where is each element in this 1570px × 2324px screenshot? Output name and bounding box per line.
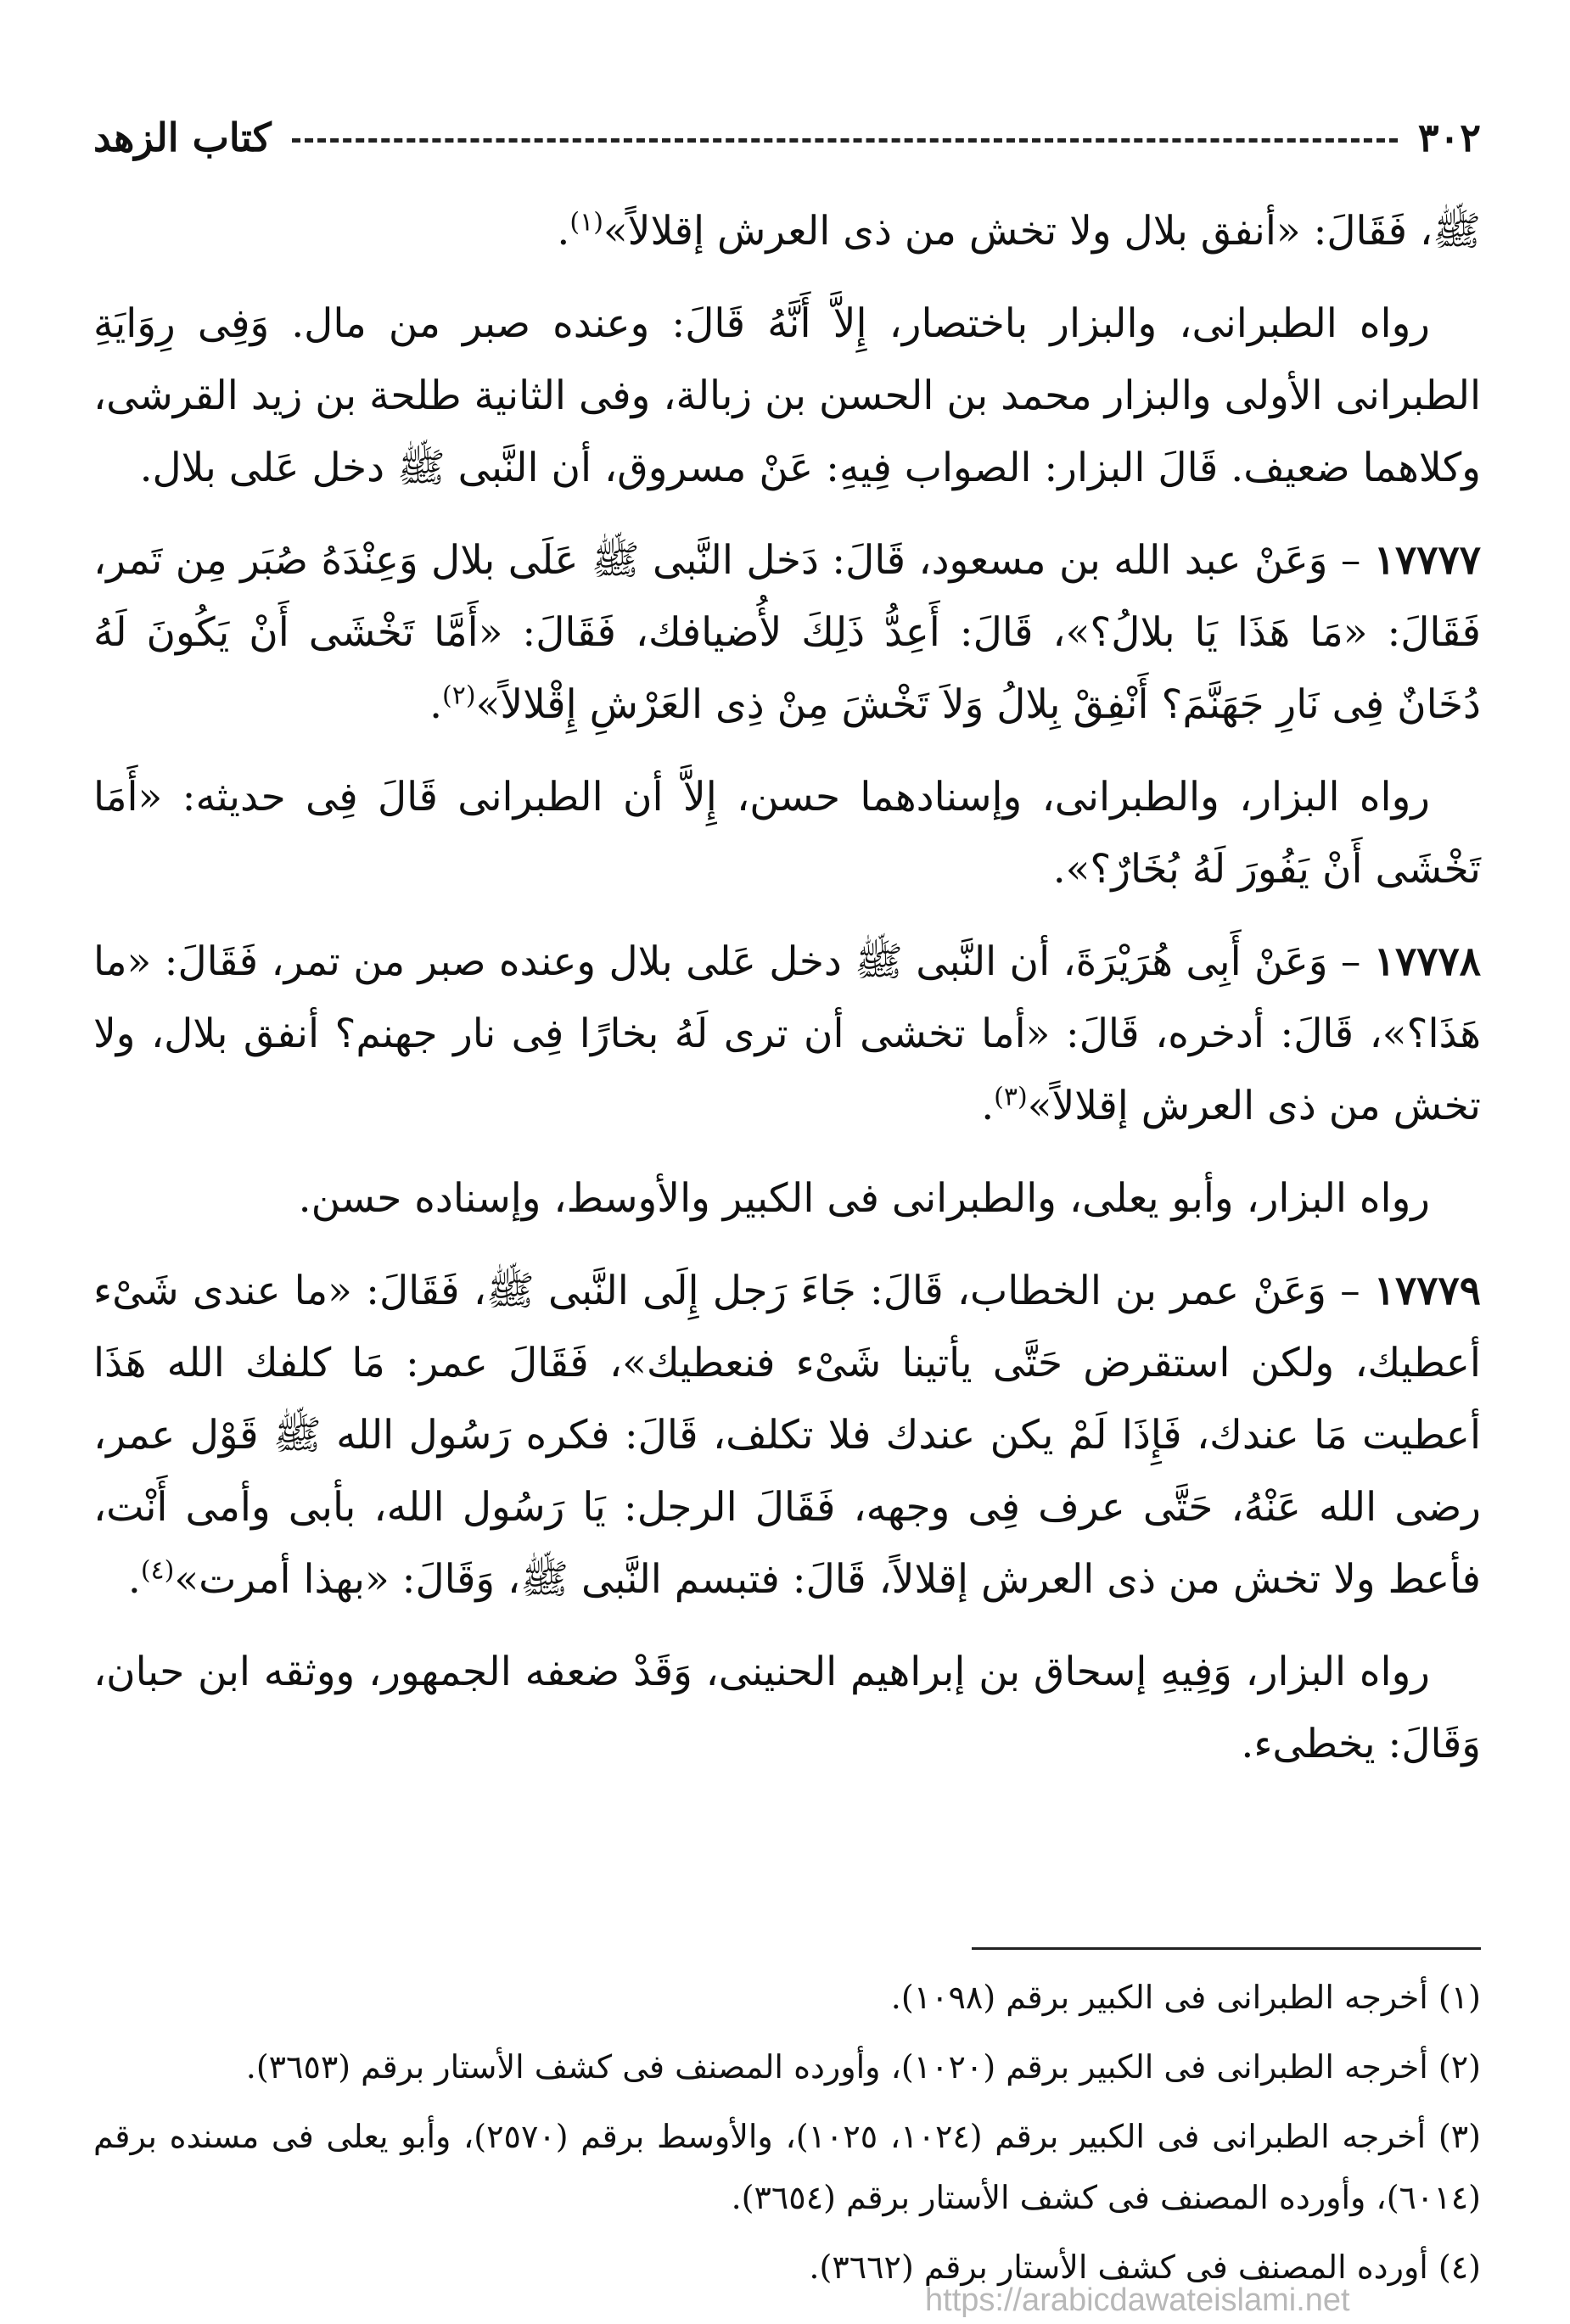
commentary-paragraph: رواه الطبرانى، والبزار باختصار، إِلاَّ أَنَّهُ قَالَ: وعنده صبر من مال. وَفِى رِوَايَةِ الطبرانى الأولى والبزار محمد بن الحسن بن زبالة، وفى الثانية طلحة بن زيد القرشى، وكلاهما ضعيف. قَالَ البزار: الصواب فِيهِ: عَنْ مسروق، أن النَّبى ﷺ دخل عَلى بلال.: [93, 300, 1481, 491]
hadith-number: ١٧٧٧٧: [1373, 537, 1481, 584]
commentary-paragraph: رواه البزار، والطبرانى، وإسنادهما حسن، إِلاَّ أن الطبرانى قَالَ فِى حديثه: «أَمَا تَخْشَى أَنْ يَفُورَ لَهُ بُخَارٌ؟».: [93, 774, 1481, 893]
paragraph-1: ﷺ، فَقَالَ: «أنفق بلال ولا تخش من ذى العرش إقلالاً»$^{(١)}$.: [557, 207, 1481, 255]
footnotes: [93, 1967, 1481, 2306]
footnote-separator: [972, 1947, 1481, 1950]
hadith-number: ١٧٧٧٩: [1373, 1268, 1481, 1314]
footnote-ref-2: (٢): [442, 680, 476, 711]
hadith-17779: ١٧٧٧٩ – وَعَنْ عمر بن الخطاب، قَالَ: جَاءَ رَجل إِلَى النَّبى ﷺ، فَقَالَ: «ما عندى شَىْء أعطيك، ولكن استقرض حَتَّى يأتينا شَىْء فنعطيك»، فَقَالَ عمر: مَا كلفك الله هَذَا أعطيت مَا عندك، فَإِذَا لَمْ يكن عندك فلا تكلف، قَالَ: فكره رَسُول الله ﷺ قَوْل عمر، رضى الله عَنْهُ، حَتَّى عرف فِى وجهه، فَقَالَ الرجل: يَا رَسُول الله، بأبى وأمى أَنْت، فأعط ولا تخش من ذى العرش إقلالاً، قَالَ: فتبسم النَّبى ﷺ، وَقَالَ: «بهذا أمرت»$^{(٤)}$.: [93, 1268, 1481, 1603]
footnote-3: (٣) أخرجه الطبرانى فى الكبير برقم (١٠٢٤، ١٠٢٥)، والأوسط برقم (٢٥٧٠)، وأبو يعلى فى مسنده برقم (٦٠١٤)، وأورده المصنف فى كشف الأستار برقم (٣٦٥٤).: [93, 2118, 1481, 2216]
page-number: ٣٠٢: [1417, 115, 1481, 160]
header-divider: [292, 138, 1398, 143]
hadith-17778: ١٧٧٧٨ – وَعَنْ أَبِى هُرَيْرَةَ، أن النَّبى ﷺ دخل عَلى بلال وعنده صبر من تمر، فَقَالَ: «ما هَذَا؟»، قَالَ: أدخره، قَالَ: «أما تخشى أن ترى لَهُ بخارًا فِى نار جهنم؟ أنفق بلال، ولا تخش من ذى العرش إقلالاً»$^{(٣)}$.: [93, 938, 1481, 1129]
footnote-ref-4: (٤): [140, 1555, 175, 1586]
commentary-paragraph: رواه البزار، وأبو يعلى، والطبرانى فى الكبير والأوسط، وإسناده حسن.: [298, 1175, 1430, 1222]
footnote-ref-3: (٣): [994, 1082, 1028, 1112]
commentary-paragraph: رواه البزار، وَفِيهِ إسحاق بن إبراهيم الحنينى، وَقَدْ ضعفه الجمهور، ووثقه ابن حبان، وَقَالَ: يخطىء.: [93, 1649, 1481, 1767]
page-body: [93, 195, 1481, 1800]
book-title: كتاب الزهد: [93, 115, 272, 160]
page-header: [93, 104, 1481, 171]
footnote-2: (٢) أخرجه الطبرانى فى الكبير برقم (١٠٢٠)، وأورده المصنف فى كشف الأستار برقم (٣٦٥٣).: [245, 2048, 1481, 2086]
footnote-1: (١) أخرجه الطبرانى فى الكبير برقم (١٠٩٨).: [890, 1979, 1481, 2016]
hadith-17777: ١٧٧٧٧ – وَعَنْ عبد الله بن مسعود، قَالَ: دَخل النَّبى ﷺ عَلَى بلال وَعِنْدَهُ صُبَر مِن تَمر، فَقَالَ: «مَا هَذَا يَا بلالُ؟»، قَالَ: أَعِدُّ ذَلِكَ لأُضيافك، فَقَالَ: «أَمَّا تَخْشَى أَنْ يَكُونَ لَهُ دُخَانٌ فِى نَارِ جَهَنَّمَ؟ أَنْفِقْ بِلالُ وَلاَ تَخْشَ مِنْ ذِى العَرْشِ إِقْلالاً»$^{(٢)}$.: [93, 537, 1481, 728]
footnote-ref-1: (١): [569, 207, 603, 238]
footnote-4: (٤) أورده المصنف فى كشف الأستار برقم (٣٦٦٢).: [809, 2248, 1481, 2286]
hadith-number: ١٧٧٧٨: [1373, 938, 1481, 985]
watermark-url: https://arabicdawateislami.net: [925, 2282, 1350, 2318]
